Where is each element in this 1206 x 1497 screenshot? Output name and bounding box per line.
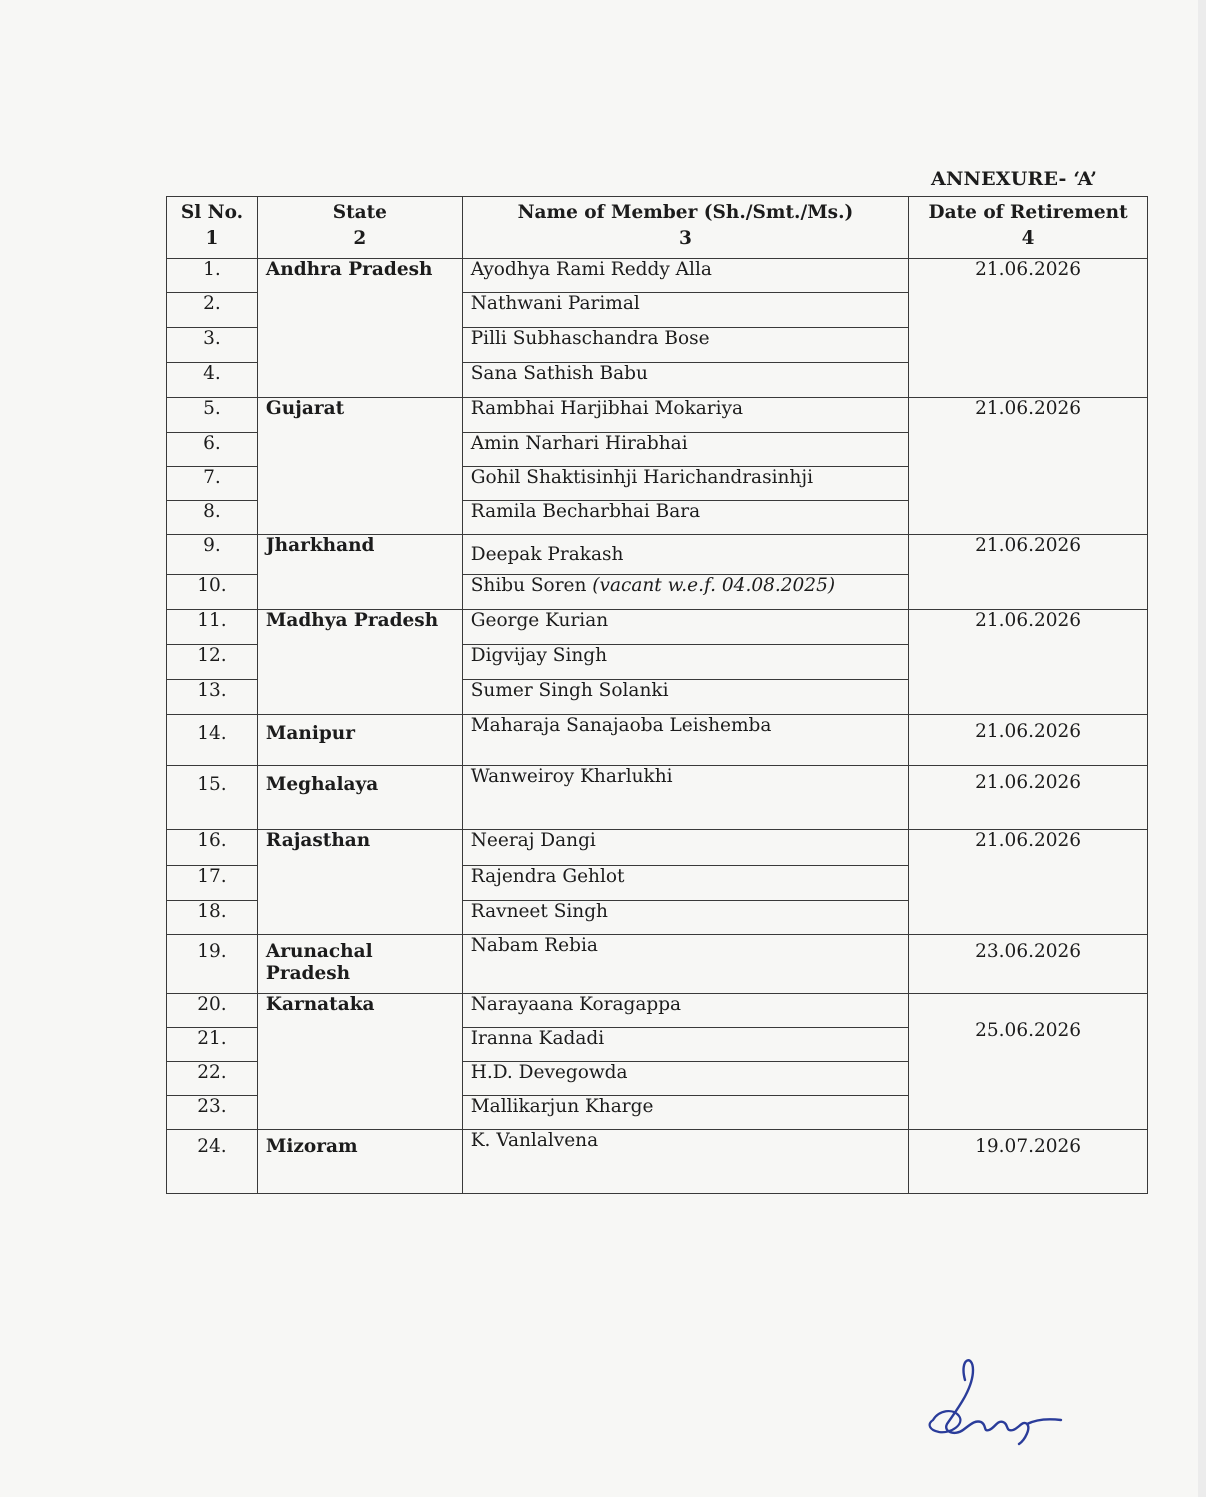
sl-no: 22. xyxy=(167,1062,258,1096)
sl-no: 7. xyxy=(167,467,258,501)
sl-no: 17. xyxy=(167,866,258,901)
member-name: Ramila Becharbhai Bara xyxy=(462,501,908,535)
retirement-date: 23.06.2026 xyxy=(909,935,1148,994)
member-name: Iranna Kadadi xyxy=(462,1028,908,1062)
member-name: H.D. Devegowda xyxy=(462,1062,908,1096)
table-row xyxy=(167,766,1148,830)
retirement-date: 21.06.2026 xyxy=(909,610,1148,715)
sl-no: 14. xyxy=(167,715,258,766)
retirement-date: 21.06.2026 xyxy=(909,715,1148,766)
state-name: Gujarat xyxy=(257,398,462,535)
sl-no: 8. xyxy=(167,501,258,535)
member-name: Wanweiroy Kharlukhi xyxy=(462,766,908,830)
signature xyxy=(915,1350,1075,1450)
header-state xyxy=(257,197,462,259)
table-row xyxy=(167,398,1148,433)
member-name: Nathwani Parimal xyxy=(462,293,908,328)
member-name: Pilli Subhaschandra Bose xyxy=(462,328,908,363)
table-row xyxy=(167,935,1148,994)
sl-no: 1. xyxy=(167,259,258,293)
member-name: Neeraj Dangi xyxy=(462,830,908,866)
header-state-label: State xyxy=(332,202,387,223)
sl-no: 2. xyxy=(167,293,258,328)
retirement-date: 21.06.2026 xyxy=(909,830,1148,935)
member-name: George Kurian xyxy=(462,610,908,645)
sl-no: 18. xyxy=(167,901,258,935)
table-header-row xyxy=(167,197,1148,259)
table-row xyxy=(167,994,1148,1028)
state-name: Karnataka xyxy=(257,994,462,1130)
table-row xyxy=(167,1130,1148,1194)
member-name: Rambhai Harjibhai Mokariya xyxy=(462,398,908,433)
sl-no: 16. xyxy=(167,830,258,866)
member-name: Rajendra Gehlot xyxy=(462,866,908,901)
member-name: Shibu Soren xyxy=(470,575,587,596)
sl-no: 11. xyxy=(167,610,258,645)
header-sl-number: 1 xyxy=(205,228,219,249)
sl-no: 19. xyxy=(167,935,258,994)
retirement-date: 25.06.2026 xyxy=(909,994,1148,1130)
member-name-cell xyxy=(462,575,908,610)
header-state-number: 2 xyxy=(353,228,367,249)
member-name: Mallikarjun Kharge xyxy=(462,1096,908,1130)
member-name: K. Vanlalvena xyxy=(462,1130,908,1194)
table-row xyxy=(167,535,1148,575)
member-name: Digvijay Singh xyxy=(462,645,908,680)
header-sl-label: Sl No. xyxy=(180,202,244,223)
member-name: Amin Narhari Hirabhai xyxy=(462,433,908,467)
member-name: Maharaja Sanajaoba Leishemba xyxy=(462,715,908,766)
sl-no: 24. xyxy=(167,1130,258,1194)
retirement-date: 21.06.2026 xyxy=(909,259,1148,398)
state-name: Mizoram xyxy=(257,1130,462,1194)
retirement-table xyxy=(166,196,1148,1194)
retirement-date: 21.06.2026 xyxy=(909,398,1148,535)
member-name: Sumer Singh Solanki xyxy=(462,680,908,715)
header-member xyxy=(462,197,908,259)
member-name: Gohil Shaktisinhji Harichandrasinhji xyxy=(462,467,908,501)
sl-no: 4. xyxy=(167,363,258,398)
header-sl-no xyxy=(167,197,258,259)
member-name: Ravneet Singh xyxy=(462,901,908,935)
sl-no: 21. xyxy=(167,1028,258,1062)
header-date-label: Date of Retirement xyxy=(928,202,1128,223)
sl-no: 13. xyxy=(167,680,258,715)
retirement-date: 21.06.2026 xyxy=(909,766,1148,830)
sl-no: 5. xyxy=(167,398,258,433)
table-row xyxy=(167,830,1148,866)
member-name: Ayodhya Rami Reddy Alla xyxy=(462,259,908,293)
table-row xyxy=(167,610,1148,645)
sl-no: 10. xyxy=(167,575,258,610)
header-date-number: 4 xyxy=(1021,228,1035,249)
annexure-title: ANNEXURE- ‘A’ xyxy=(931,168,1098,190)
vacancy-note: (vacant w.e.f. 04.08.2025) xyxy=(592,575,836,596)
header-date xyxy=(909,197,1148,259)
retirement-date: 19.07.2026 xyxy=(909,1130,1148,1194)
sl-no: 3. xyxy=(167,328,258,363)
sl-no: 20. xyxy=(167,994,258,1028)
state-name: Jharkhand xyxy=(257,535,462,610)
sl-no: 12. xyxy=(167,645,258,680)
sl-no: 6. xyxy=(167,433,258,467)
header-member-label: Name of Member (Sh./Smt./Ms.) xyxy=(517,202,854,223)
table-row xyxy=(167,715,1148,766)
state-name: Madhya Pradesh xyxy=(257,610,462,715)
page-edge xyxy=(1198,0,1206,1497)
member-name: Nabam Rebia xyxy=(462,935,908,994)
member-name: Deepak Prakash xyxy=(462,535,908,575)
table-row xyxy=(167,259,1148,293)
sl-no: 9. xyxy=(167,535,258,575)
sl-no: 23. xyxy=(167,1096,258,1130)
sl-no: 15. xyxy=(167,766,258,830)
state-name: Rajasthan xyxy=(257,830,462,935)
state-name: Meghalaya xyxy=(257,766,462,830)
state-name: Manipur xyxy=(257,715,462,766)
retirement-date: 21.06.2026 xyxy=(909,535,1148,610)
member-name: Narayaana Koragappa xyxy=(462,994,908,1028)
state-name: Andhra Pradesh xyxy=(257,259,462,398)
member-name: Sana Sathish Babu xyxy=(462,363,908,398)
state-name: Arunachal Pradesh xyxy=(257,935,462,994)
header-member-number: 3 xyxy=(679,228,692,249)
